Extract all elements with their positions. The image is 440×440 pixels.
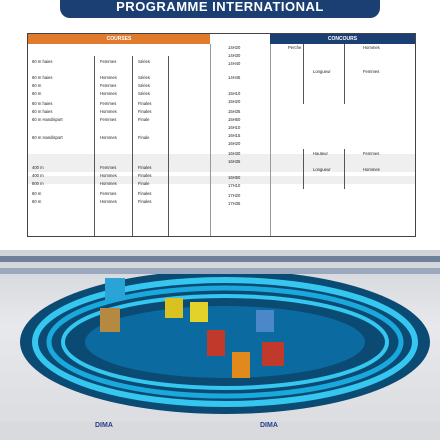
time: 16H20 <box>228 141 241 146</box>
time: 15H20 <box>228 99 241 104</box>
event-marker <box>100 308 120 332</box>
divider <box>344 149 345 189</box>
event: 60 m haies <box>32 101 53 106</box>
phase: Finales <box>138 173 152 178</box>
phase: Finale <box>138 181 150 186</box>
event-marker <box>190 302 208 322</box>
event: 60 m haies <box>32 75 53 80</box>
stands <box>0 256 440 262</box>
phase: Finale <box>138 117 150 122</box>
phase: Finale <box>138 135 150 140</box>
phase: Finales <box>138 109 152 114</box>
concours-category: Femmes <box>363 151 380 156</box>
time: 14H40 <box>228 61 241 66</box>
phase: Finales <box>138 199 152 204</box>
time: 16H50 <box>228 175 241 180</box>
concours-category: Hommes <box>363 167 380 172</box>
phase: Séries <box>138 59 150 64</box>
time: 15H35 <box>228 109 241 114</box>
category: Femmes <box>100 59 117 64</box>
category: Femmes <box>100 101 117 106</box>
event: 400 m <box>32 165 44 170</box>
schedule-table <box>27 33 416 237</box>
category: Femmes <box>100 165 117 170</box>
concours-event: Perche <box>288 45 302 50</box>
event-marker <box>262 342 284 366</box>
event-marker <box>256 310 274 332</box>
divider <box>210 44 211 236</box>
category: Hommes <box>100 135 117 140</box>
event: 60 m Handisport <box>32 135 63 140</box>
track-oval <box>0 250 440 440</box>
grey-band <box>28 154 415 172</box>
event-marker <box>105 278 125 300</box>
event: 60 m <box>32 83 42 88</box>
time: 16H15 <box>228 133 241 138</box>
category: Hommes <box>100 199 117 204</box>
event: 60 m <box>32 199 42 204</box>
divider <box>303 149 304 189</box>
header-gap <box>210 34 270 44</box>
programme-banner: PROGRAMME INTERNATIONAL <box>60 0 380 18</box>
divider <box>344 44 345 104</box>
event: 60 m <box>32 191 42 196</box>
concours-event: Longueur <box>313 167 331 172</box>
event-marker <box>232 352 250 378</box>
event: 60 m <box>32 91 42 96</box>
category: Hommes <box>100 173 117 178</box>
concours-category: Hommes <box>363 45 380 50</box>
time: 14H45 <box>228 75 241 80</box>
stands <box>0 268 440 274</box>
track-illustration <box>0 250 440 440</box>
category: Femmes <box>100 117 117 122</box>
event: 60 m haies <box>32 109 53 114</box>
time: 16H35 <box>228 159 241 164</box>
phase: Séries <box>138 91 150 96</box>
time: 15H50 <box>228 117 241 122</box>
sponsor-logo: DIMA <box>260 422 278 429</box>
time: 16H10 <box>228 125 241 130</box>
time: 17H20 <box>228 193 241 198</box>
phase: Séries <box>138 75 150 80</box>
category: Hommes <box>100 181 117 186</box>
event: 800 m <box>32 181 44 186</box>
time: 17H35 <box>228 201 241 206</box>
category: Hommes <box>100 91 117 96</box>
sponsor-logo: DIMA <box>95 422 113 429</box>
phase: Finales <box>138 165 152 170</box>
time: 17H10 <box>228 183 241 188</box>
category: Hommes <box>100 109 117 114</box>
divider <box>94 56 95 236</box>
phase: Finales <box>138 101 152 106</box>
divider <box>303 44 304 104</box>
phase: Finales <box>138 191 152 196</box>
event: 60 m Handisport <box>32 117 63 122</box>
divider <box>168 56 169 236</box>
time: 14H30 <box>228 53 241 58</box>
event-marker <box>207 330 225 356</box>
category: Hommes <box>100 75 117 80</box>
phase: Séries <box>138 83 150 88</box>
category: Femmes <box>100 191 117 196</box>
category: Femmes <box>100 83 117 88</box>
concours-header: CONCOURS <box>270 34 415 44</box>
concours-category: Femmes <box>363 69 380 74</box>
divider <box>270 44 271 236</box>
courses-header: COURSES <box>28 34 210 44</box>
time: 14H20 <box>228 45 241 50</box>
event: 60 m haies <box>32 59 53 64</box>
divider <box>132 56 133 236</box>
grey-band <box>28 176 415 184</box>
concours-event: Longueur <box>313 69 331 74</box>
time: 15H10 <box>228 91 241 96</box>
event: 400 m <box>32 173 44 178</box>
time: 16H30 <box>228 151 241 156</box>
event-marker <box>165 298 183 318</box>
concours-event: Hauteur <box>313 151 328 156</box>
